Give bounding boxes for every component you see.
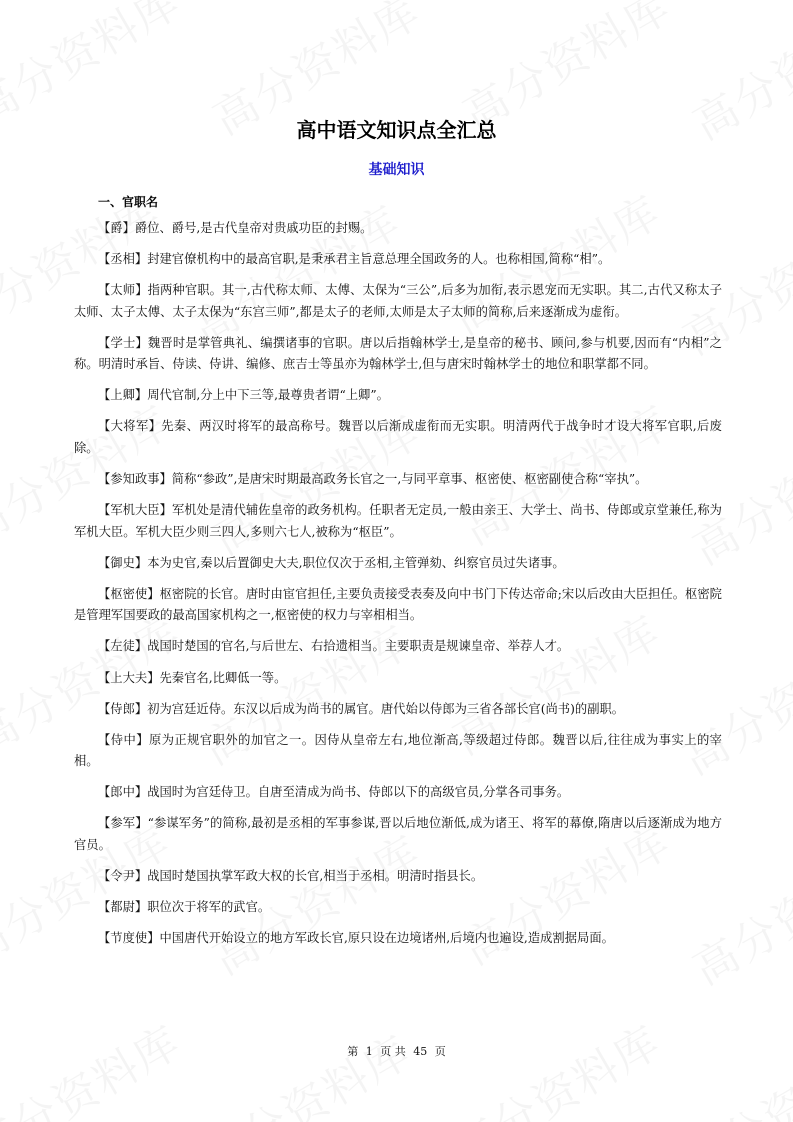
footer-mid: 页 共 [380, 1045, 406, 1058]
footer-suffix: 页 [434, 1045, 446, 1058]
entry [74, 218, 722, 240]
entry [74, 897, 722, 919]
entry-text: 军机处是清代辅佐皇帝的政务机构。任职者无定员,一般由亲王、大学士、尚书、侍郎或京堂兼任,称为军机大臣。军机大臣少则三四人,多则六七人,被称为“枢臣”。 [74, 503, 722, 539]
entry [74, 416, 722, 459]
entry [74, 500, 722, 543]
section-heading: 一、官职名 [98, 195, 159, 209]
entry-text: 简称“参政”,是唐宋时期最高政务长官之一,与同平章事、枢密使、枢密副使合称“宰执”。 [171, 472, 648, 487]
entry-text: 先秦、两汉时将军的最高称号。魏晋以后渐成虚衔而无实职。明清两代于战争时才设大将军官职,后废除。 [74, 419, 722, 455]
entry-term: 【上大夫】 [98, 670, 160, 685]
entry-term: 【郎中】 [98, 785, 148, 800]
entry [74, 553, 722, 575]
entry [74, 469, 722, 491]
entry-term: 【枢密使】 [98, 586, 160, 601]
footer-total-pages: 45 [413, 1045, 428, 1058]
entry-text: 魏晋时是掌管典礼、编撰诸事的官职。唐以后指翰林学士,是皇帝的秘书、顾问,参与机要,因而有“内相”之称。明清时承旨、侍读、侍讲、编修、庶吉士等虽亦为翰林学士,但与唐宋时翰林学士的地位和职掌都不同。 [74, 335, 722, 372]
entry-term: 【参知政事】 [98, 472, 172, 487]
entry-text: 初为宫廷近侍。东汉以后成为尚书的属官。唐代始以侍郎为三省各部长官(尚书)的副职。 [147, 701, 625, 716]
entry-text: “参谋军务”的简称,最初是丞相的军事参谋,晋以后地位渐低,成为诸王、将军的幕僚,隋唐以后逐渐成为地方官员。 [74, 816, 722, 852]
entry-term: 【左徒】 [98, 639, 148, 654]
entry [74, 699, 722, 721]
entry [74, 584, 722, 627]
entry-term: 【学士】 [98, 335, 148, 350]
entry-term: 【侍中】 [98, 732, 149, 747]
entry [74, 668, 722, 690]
entry-text: 枢密院的长官。唐时由宦官担任,主要负责接受表奏及向中书门下传达帝命;宋以后改由大臣担任。枢密院是管理军国要政的最高国家机构之一,枢密使的权力与宰相相当。 [74, 586, 722, 623]
entry [74, 866, 722, 888]
footer-page-number: 1 [365, 1045, 373, 1058]
entry-text: 战国时楚国的官名,与后世左、右拾遗相当。主要职责是规谏皇帝、举荐人才。 [147, 639, 570, 654]
entry-text: 战国时楚国执掌军政大权的长官,相当于丞相。明清时指县长。 [147, 869, 484, 883]
entry-term: 【侍郎】 [98, 701, 148, 716]
entry-term: 【军机大臣】 [98, 503, 172, 518]
entry-text: 爵位、爵号,是古代皇帝对贵戚功臣的封赐。 [134, 221, 373, 235]
footer-prefix: 第 [347, 1045, 359, 1058]
entry [74, 636, 722, 658]
entry-text: 周代官制,分上中下三等,最尊贵者谓“上卿”。 [147, 388, 389, 403]
entry-text: 职位次于将军的武官。 [147, 900, 271, 915]
entry-text: 中国唐代开始设立的地方军政长官,原只设在边境诸州,后境内也遍设,造成割据局面。 [159, 931, 614, 946]
page-subtitle: 基础知识 [368, 162, 425, 178]
entry-term: 【御史】 [98, 555, 148, 570]
entry-term: 【都尉】 [98, 900, 148, 915]
entry-term: 【令尹】 [98, 869, 148, 883]
entry [74, 730, 722, 773]
entry-term: 【丞相】 [98, 252, 148, 267]
entry [74, 385, 722, 407]
entry-text: 原为正规官职外的加官之一。因侍从皇帝左右,地位渐高,等级超过侍郎。魏晋以后,往往成为事实上的宰相。 [74, 732, 722, 769]
entry-term: 【参军】 [98, 816, 148, 831]
entry [74, 333, 722, 376]
entry-text: 本为史官,秦以后置御史大夫,职位仅次于丞相,主管弹劾、纠察官员过失诸事。 [147, 555, 565, 570]
entry [74, 782, 722, 804]
entry [74, 249, 722, 271]
page-footer [0, 1043, 793, 1059]
entry [74, 928, 722, 950]
entry-text: 指两种官职。其一,古代称太师、太傅、太保为“三公”,后多为加衔,表示恩宠而无实职。其二,古代又称太子太师、太子太傅、太子太保为“东宫三师”,都是太子的老师,太师是太子太师的简称,后来逐渐成为虚衔。 [74, 283, 722, 319]
entry [74, 280, 722, 323]
entry-text: 先秦官名,比卿低一等。 [159, 670, 287, 685]
entry-term: 【节度使】 [98, 931, 160, 946]
entry-term: 【上卿】 [98, 388, 148, 403]
entry [74, 813, 722, 856]
entry-text: 封建官僚机构中的最高官职,是秉承君主旨意总理全国政务的人。也称相国,简称“相”。 [147, 252, 611, 267]
entry-term: 【大将军】 [98, 419, 162, 434]
entry-term: 【太师】 [98, 283, 148, 298]
entry-text: 战国时为宫廷侍卫。自唐至清成为尚书、侍郎以下的高级官员,分掌各司事务。 [147, 785, 570, 800]
entry-list [74, 218, 722, 959]
page-title: 高中语文知识点全汇总 [296, 118, 497, 142]
entry-term: 【爵】 [98, 221, 135, 235]
